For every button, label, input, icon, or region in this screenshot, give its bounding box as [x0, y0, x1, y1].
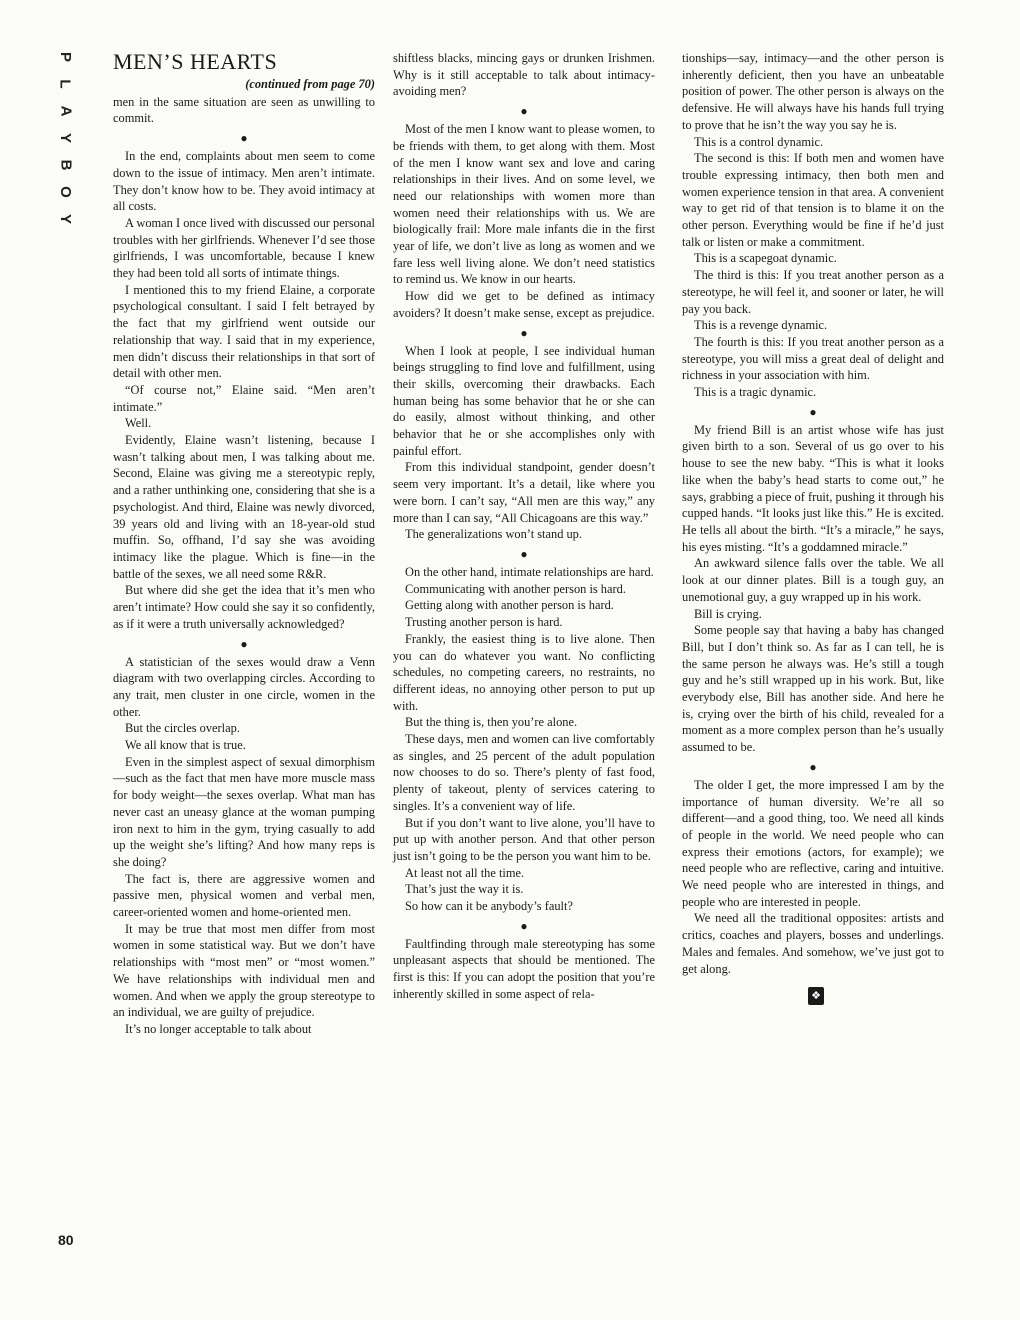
paragraph: Getting along with another person is hard. [405, 598, 614, 613]
spine-letter: B [57, 159, 74, 171]
paragraph: This is a revenge dynamic. [694, 318, 828, 333]
article-title: MEN’S HEARTS [113, 49, 278, 74]
paragraph: This is a control dynamic. [694, 134, 824, 149]
paragraph: The fact is, there are aggressive women and passive men, physical women and verbal men, career-oriented women and home-oriented men. [113, 871, 375, 920]
paragraph: “Of course not,” Elaine said. “Men aren’t intimate.” [113, 382, 375, 414]
paragraph: We need all the traditional opposites: artists and critics, coaches and players, bosses and underlings. Males and females. And somehow, we’ve just got to get along. [682, 911, 944, 976]
section-bullet: ● [240, 131, 248, 146]
paragraph: Trusting another person is hard. [405, 615, 563, 630]
continued-note: (continued from page 70) [245, 77, 375, 91]
section-bullet: ● [240, 636, 248, 651]
paragraph: Some people say that having a baby has changed Bill, but I don’t think so. As far as I can tell, he is the same person he always was. He’s still a tough guy and he’s still wrapped up in his work. But, like everybody else, Bill has another side. And here he is, crying over the birth of his child, revealed for a moment as a more complex person than he’s usually assumed to be. [682, 623, 944, 755]
paragraph: That’s just the way it is. [405, 882, 524, 897]
paragraph: On the other hand, intimate relationships are hard. [405, 564, 654, 579]
paragraph: But the circles overlap. [125, 721, 240, 736]
paragraph: The third is this: If you treat another person as a stereotype, he will feel it, and sooner or later, he will pay you back. [682, 268, 944, 316]
paragraph: This is a tragic dynamic. [694, 385, 817, 400]
paragraph: In the end, complaints about men seem to come down to the issue of intimacy. Men aren’t intimate. They don’t know how to be. They avoid intimacy at all costs. [113, 149, 375, 214]
paragraph: tionships—say, intimacy—and the other person is inherently deficient, then you have an unbeatable position of power. The other person is always on the defensive. He will always have his hands full trying to prove that he isn’t the way you say he is. [682, 51, 944, 132]
paragraph: From this individual standpoint, gender doesn’t seem very important. It’s a detail, like where you were born. I can’t say, “All men are this way,” any more than I can say, “All Chicagoans are this way.” [393, 460, 655, 525]
paragraph: At least not all the time. [405, 865, 525, 880]
section-bullet: ● [809, 404, 817, 419]
paragraph: Well. [125, 416, 152, 431]
paragraph: Evidently, Elaine wasn’t listening, because I wasn’t talking about men, I was talking about me. Second, Elaine was giving me a stereotypic reply, and a rather unthinking one, considering that she is a psychologist. And third, Elaine was newly divorced, 39 years old and living with an 18-year-old stud muffin. So, offhand, I’d say she was avoiding intimacy like the plague. Which is fine—in the battle of the sexes, we all need some R&R. [113, 433, 375, 581]
paragraph: So how can it be anybody’s fault? [405, 899, 573, 914]
section-bullet: ● [520, 325, 528, 340]
paragraph: shiftless blacks, mincing gays or drunken Irishmen. Why is it still acceptable to talk about intimacy-avoiding men? [393, 51, 655, 99]
paragraph: A woman I once lived with discussed our personal troubles with her girlfriends. Whenever I’d see those girlfriends, I was uncomfortable, because I knew they had been told all sorts of intimate things. [113, 215, 375, 281]
paragraph: These days, men and women can live comfortably as singles, and 25 percent of the adult population now chooses to do so. There’s plenty of fast food, plenty of takeout, plenty of services catering to singles. It’s a convenient way of life. [393, 732, 655, 813]
spine-letter: Y [56, 132, 74, 144]
paragraph: How did we get to be defined as intimacy avoiders? It doesn’t make sense, except as prejudice. [393, 289, 655, 320]
paragraph: The second is this: If both men and women have trouble expressing intimacy, then both men and women experience tension in that area. A convenient way to get rid of that tension is to blame it on the other person. Everything would be fine if he’d just talk or listen or make a commitment. [682, 151, 944, 249]
paragraph: My friend Bill is an artist whose wife has just given birth to a son. Several of us go over to his house to see the new baby. “This is what it looks like when the baby’s head starts to come out,” he says, grabbing a piece of fruit, pushing it through his cupped hands. “It looks just like this.” He is excited. He tells all about the birth. “It’s a miracle,” he says, his eyes misting. “It’s a goddamned miracle.” [682, 422, 944, 554]
page-number: 80 [58, 1232, 74, 1248]
paragraph: Communicating with another person is hard. [405, 581, 626, 596]
spine-letter: O [56, 186, 74, 198]
paragraph: It’s no longer acceptable to talk about [125, 1021, 312, 1036]
section-bullet: ● [520, 104, 528, 119]
column-3 [682, 50, 944, 1005]
column-1 [113, 50, 375, 1038]
paragraph: The fourth is this: If you treat another person as a stereotype, you will miss a great deal of delight and richness in your association with him. [682, 334, 944, 383]
section-bullet: ● [520, 546, 528, 561]
paragraph: It may be true that most men differ from most women in some statistical way. But we don’t have relationships with “most men” or “most women.” We have relationships with individual men and women. And when we apply the group stereotype to an individual, we are guilty of prejudice. [113, 921, 375, 1020]
paragraph: An awkward silence falls over the table. We all look at our dinner plates. Bill is a tough guy, an unemotional guy, a guy wrapped up in his work. [682, 556, 944, 604]
paragraph: But where did she get the idea that it’s men who aren’t intimate? How could she say it so confidently, as if it were a truth universally acknowledged? [113, 583, 375, 631]
column-2 [393, 50, 655, 1003]
paragraph: When I look at people, I see individual human beings struggling to find love and fulfillment, using their skills, overcoming their drawbacks. Each human being has some behavior that he or she can do easily, almost without thinking, and other behavior that he or she accomplishes only with painful effort. [393, 343, 655, 458]
paragraph: We all know that is true. [125, 738, 246, 753]
paragraph: But the thing is, then you’re alone. [405, 715, 578, 730]
bunny-end-mark-icon: ❖ [808, 987, 824, 1005]
paragraph: But if you don’t want to live alone, you’ll have to put up with another person. And that other person just isn’t going to be the person you want him to be. [393, 815, 655, 863]
paragraph: The older I get, the more impressed I am by the importance of human diversity. We’re all so different—and a good thing, too. We need all kinds of people in the world. We need people who can express their emotions (actors, for example); we need people who are reflective, caring and intuitive. We need people who are interested in things, and people who are interested in people. [682, 777, 944, 909]
paragraph: Frankly, the easiest thing is to live alone. Then you can do whatever you want. No conflicting schedules, no competing careers, no restraints, no different ideas, no annoying other person to put up with. [393, 631, 655, 713]
paragraph: I mentioned this to my friend Elaine, a corporate psychological consultant. I said I felt betrayed by the fact that my girlfriend went outside our relationship that way. I said that in my experience, men didn’t discuss their relationships in that sort of detail with other men. [113, 282, 375, 381]
spine-letter: P [56, 51, 74, 63]
paragraph: Even in the simplest aspect of sexual dimorphism—such as the fact that men have more muscle mass for body weight—the sexes overlap. What man has never cast an uneasy glance at the woman pumping iron next to him in the gym, trying casually to add up the weight she’s lifting? And how many reps is she doing? [113, 754, 375, 869]
section-bullet: ● [520, 918, 528, 933]
paragraph: men in the same situation are seen as unwilling to commit. [113, 94, 375, 126]
paragraph: Most of the men I know want to please women, to be friends with them, to get along with them. Most of the men I know want sex and love and caring relationships in their lives. And on some level, we need our relationships with women more than women need their relationships with us. We are biologically frail: More male infants die in the first year of life, we don’t live as long as women and we fare less well living alone. We don’t need statistics to remind us. We know in our hearts. [393, 122, 655, 287]
spine-letter: L [56, 79, 74, 89]
spine-letter: A [57, 105, 74, 117]
magazine-spine-label [54, 46, 76, 230]
paragraph: A statistician of the sexes would draw a Venn diagram with two overlapping circles. According to any trait, men cluster in one circle, women in the other. [113, 654, 375, 719]
paragraph: This is a scapegoat dynamic. [694, 251, 837, 266]
spine-letter: Y [56, 213, 74, 225]
paragraph: Faultfinding through male stereotyping has some unpleasant aspects that should be mentioned. The first is this: If you can adopt the position that you’re inherently skilled in some aspect of rela- [393, 936, 655, 1001]
paragraph: Bill is crying. [694, 606, 762, 621]
paragraph: The generalizations won’t stand up. [405, 527, 582, 542]
section-bullet: ● [809, 759, 817, 774]
